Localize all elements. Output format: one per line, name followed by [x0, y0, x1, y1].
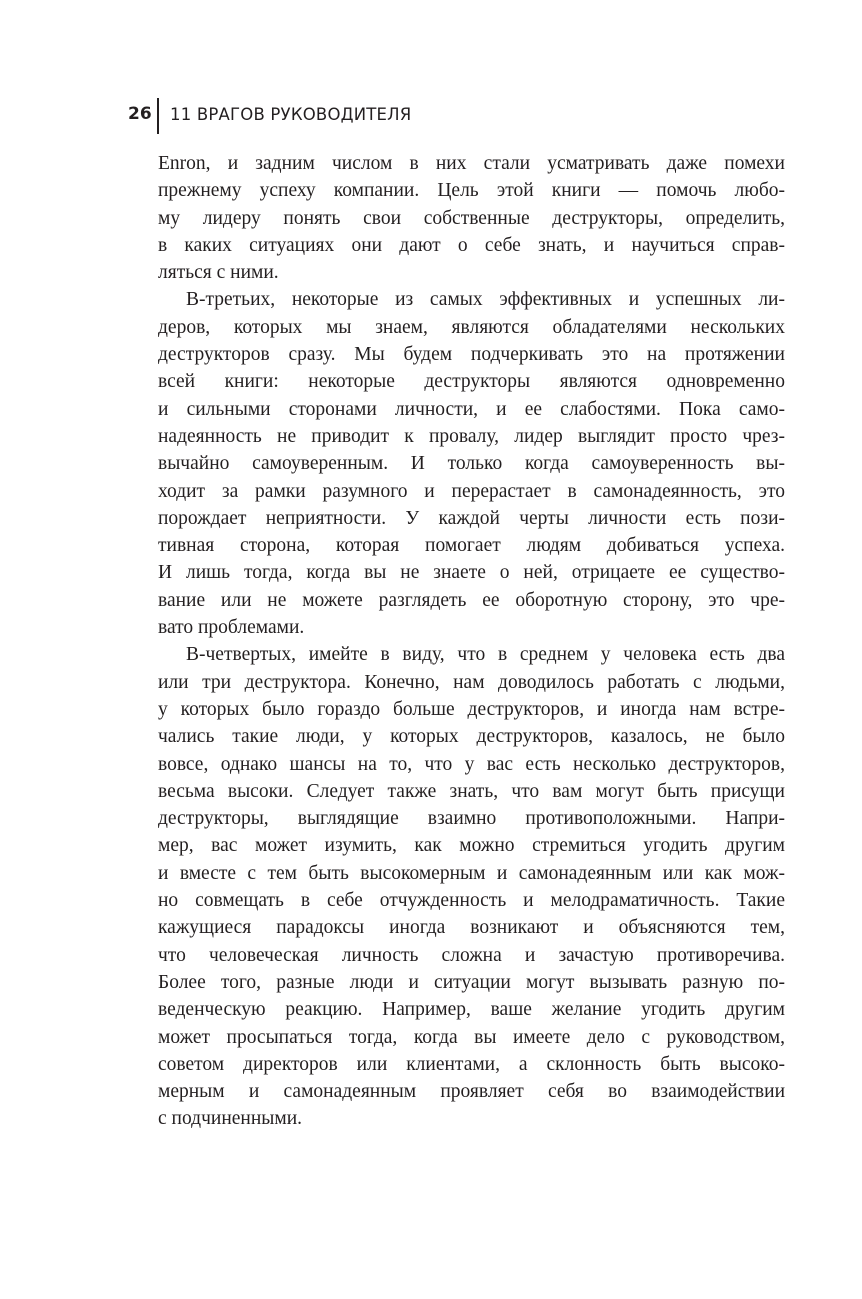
- text-line: В-четвертых, имейте в виду, что в среднем у человека есть два: [186, 644, 785, 666]
- text-line: деструкторов сразу. Мы будем подчеркивать это на протяжении: [158, 344, 785, 366]
- text-line: му лидеру понять свои собственные деструкторы, определить,: [158, 207, 785, 229]
- running-title: 11 ВРАГОВ РУКОВОДИТЕЛЯ: [170, 105, 412, 124]
- body-text: [158, 150, 785, 1133]
- text-line: или три деструктора. Конечно, нам доводилось работать с людьми,: [158, 671, 785, 693]
- text-line: всей книги: некоторые деструкторы являются одновременно: [158, 371, 785, 393]
- text-line: и сильными сторонами личности, и ее слабостями. Пока само-: [158, 398, 785, 420]
- text-line: тивная сторона, которая помогает людям добиваться успеха.: [158, 535, 785, 557]
- text-line: может просыпаться тогда, когда вы имеете дело с руководством,: [158, 1026, 785, 1048]
- text-line: И лишь тогда, когда вы не знаете о ней, отрицаете ее существо-: [158, 562, 785, 584]
- text-line: вычайно самоуверенным. И только когда самоуверенность вы-: [158, 453, 785, 475]
- text-line: Enron, и задним числом в них стали усматривать даже помехи: [158, 153, 785, 174]
- text-line: вато проблемами.: [158, 617, 305, 639]
- text-line: мерным и самонадеянным проявляет себя во взаимодействии: [158, 1081, 785, 1103]
- text-line: В-третьих, некоторые из самых эффективных и успешных ли-: [186, 289, 785, 311]
- text-line: но совмещать в себе отчужденность и мелодраматичность. Такие: [158, 890, 785, 912]
- text-line: надеянность не приводит к провалу, лидер выглядит просто чрез-: [158, 425, 785, 447]
- text-line: с подчиненными.: [158, 1108, 303, 1130]
- text-line: что человеческая личность сложна и зачастую противоречива.: [158, 944, 785, 966]
- text-line: и вместе с тем быть высокомерным и самонадеянным или как мож-: [158, 862, 785, 884]
- text-line: ляться с ними.: [158, 262, 279, 284]
- text-line: ходит за рамки разумного и перерастает в самонадеянность, это: [158, 480, 785, 502]
- text-line: у которых было гораздо больше деструкторов, и иногда нам встре-: [158, 698, 785, 720]
- text-line: советом директоров или клиентами, а склонность быть высоко-: [158, 1053, 785, 1075]
- text-line: весьма высоки. Следует также знать, что вам могут быть присущи: [158, 780, 785, 802]
- header-divider: [157, 98, 159, 134]
- text-line: деров, которых мы знаем, являются обладателями нескольких: [158, 316, 785, 338]
- text-line: кажущиеся парадоксы иногда возникают и объясняются тем,: [158, 917, 785, 939]
- paragraph: [158, 286, 785, 641]
- text-line: деструкторы, выглядящие взаимно противоположными. Напри-: [158, 808, 785, 830]
- text-line: вовсе, однако шансы на то, что у вас есть несколько деструкторов,: [158, 753, 785, 775]
- text-line: в каких ситуациях они дают о себе знать, и научиться справ-: [158, 234, 785, 256]
- text-line: прежнему успеху компании. Цель этой книги — помочь любо-: [158, 180, 785, 202]
- text-line: вание или не можете разглядеть ее оборотную сторону, это чре-: [158, 589, 785, 611]
- text-line: веденческую реакцию. Например, ваше желание угодить другим: [158, 999, 785, 1021]
- paragraph: [158, 641, 785, 1132]
- paragraph: [158, 150, 785, 286]
- text-line: порождает неприятности. У каждой черты личности есть пози-: [158, 507, 785, 529]
- text-line: Более того, разные люди и ситуации могут вызывать разную по-: [158, 971, 785, 993]
- page-number: 26: [128, 104, 152, 124]
- text-line: чались такие люди, у которых деструкторов, казалось, не было: [158, 726, 785, 748]
- text-line: мер, вас может изумить, как можно стремиться угодить другим: [158, 835, 785, 857]
